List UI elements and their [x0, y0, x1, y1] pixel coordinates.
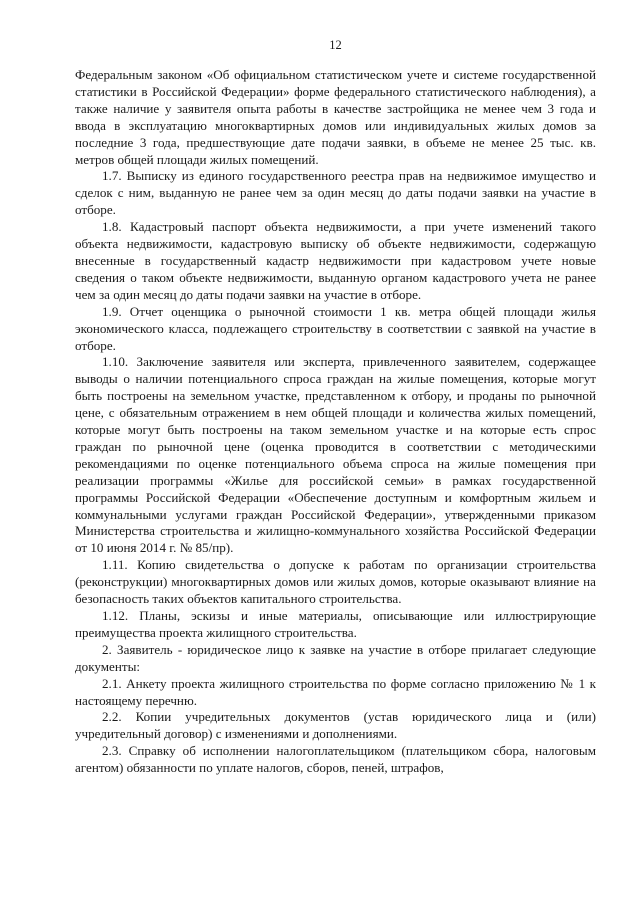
- paragraph-1-11: 1.11. Копию свидетельства о допуске к работам по организации строительства (реконструкции) многоквартирных домов или жилых домов, которые оказывают влияние на безопасность таких объектов капитального строительства.: [75, 557, 596, 607]
- paragraph-1-9: 1.9. Отчет оценщика о рыночной стоимости 1 кв. метра общей площади жилья экономического класса, подлежащего строительству в соответствии с заявкой на участие в отборе.: [75, 303, 596, 353]
- paragraph-continuation: Федеральным законом «Об официальном статистическом учете и системе государственной статистики в Российской Федерации» форме федерального статистического наблюдения), а также наличие у заявителя опыта работы в качестве застройщика не менее чем 3 года и ввода в эксплуатацию многоквартирных домов или индивидуальных жилых домов за последние 3 года, предшествующие дате подачи заявки, в объеме не менее 25 тыс. кв. метров общей площади жилых помещений.: [75, 67, 596, 167]
- paragraph-1-12: 1.12. Планы, эскизы и иные материалы, описывающие или иллюстрирующие преимущества проекта жилищного строительства.: [75, 608, 596, 640]
- document-body: [75, 67, 596, 777]
- paragraph-2-3: 2.3. Справку об исполнении налогоплательщиком (плательщиком сбора, налоговым агентом) обязанности по уплате налогов, сборов, пеней, штрафов,: [75, 743, 596, 776]
- paragraph-2-2: 2.2. Копии учредительных документов (устав юридического лица и (или) учредительный договор) с изменениями и дополнениями.: [75, 709, 596, 742]
- paragraph-2-1: 2.1. Анкету проекта жилищного строительства по форме согласно приложению № 1 к настоящему перечню.: [75, 675, 596, 708]
- page-number: 12: [329, 38, 342, 52]
- paragraph-1-7: 1.7. Выписку из единого государственного реестра прав на недвижимое имущество и сделок с ним, выданную не ранее чем за один месяц до даты подачи заявки на участие в отборе.: [75, 168, 596, 218]
- paragraph-1-8: 1.8. Кадастровый паспорт объекта недвижимости, а при учете изменений такого объекта недвижимости, кадастровую выписку об объекте недвижимости, содержащую внесенные в государственный кадастр недвижимости при кадастровом учете новые сведения о таком объекте недвижимости, выданную органом кадастрового учета не ранее чем за один месяц до даты подачи заявки на участие в отборе.: [75, 219, 596, 302]
- paragraph-1-10: 1.10. Заключение заявителя или эксперта, привлеченного заявителем, содержащее выводы о наличии потенциального спроса граждан на жилые помещения, которые могут быть построены на земельном участке, представленном к отбору, и проданы по рыночной цене, с обязательным отражением в нем общей площади и количества жилых помещений, которые могут быть построены на таком земельном участке и на которые есть спрос граждан по рыночной цене (оценка проводится в соответствии с методическими рекомендациями по оценке потенциального объема спроса на жилые помещения при реализации программы «Жилье для российской семьи» в рамках государственной программы Российской Федерации «Обеспечение доступным и комфортным жильем и коммунальными услугами граждан Российской Федерации», утвержденными приказом Министерства строительства и жилищно-коммунального хозяйства Российской Федерации от 10 июня 2014 г. № 85/пр).: [75, 354, 596, 556]
- paragraph-2: 2. Заявитель - юридическое лицо к заявке на участие в отборе прилагает следующие документы:: [75, 641, 596, 674]
